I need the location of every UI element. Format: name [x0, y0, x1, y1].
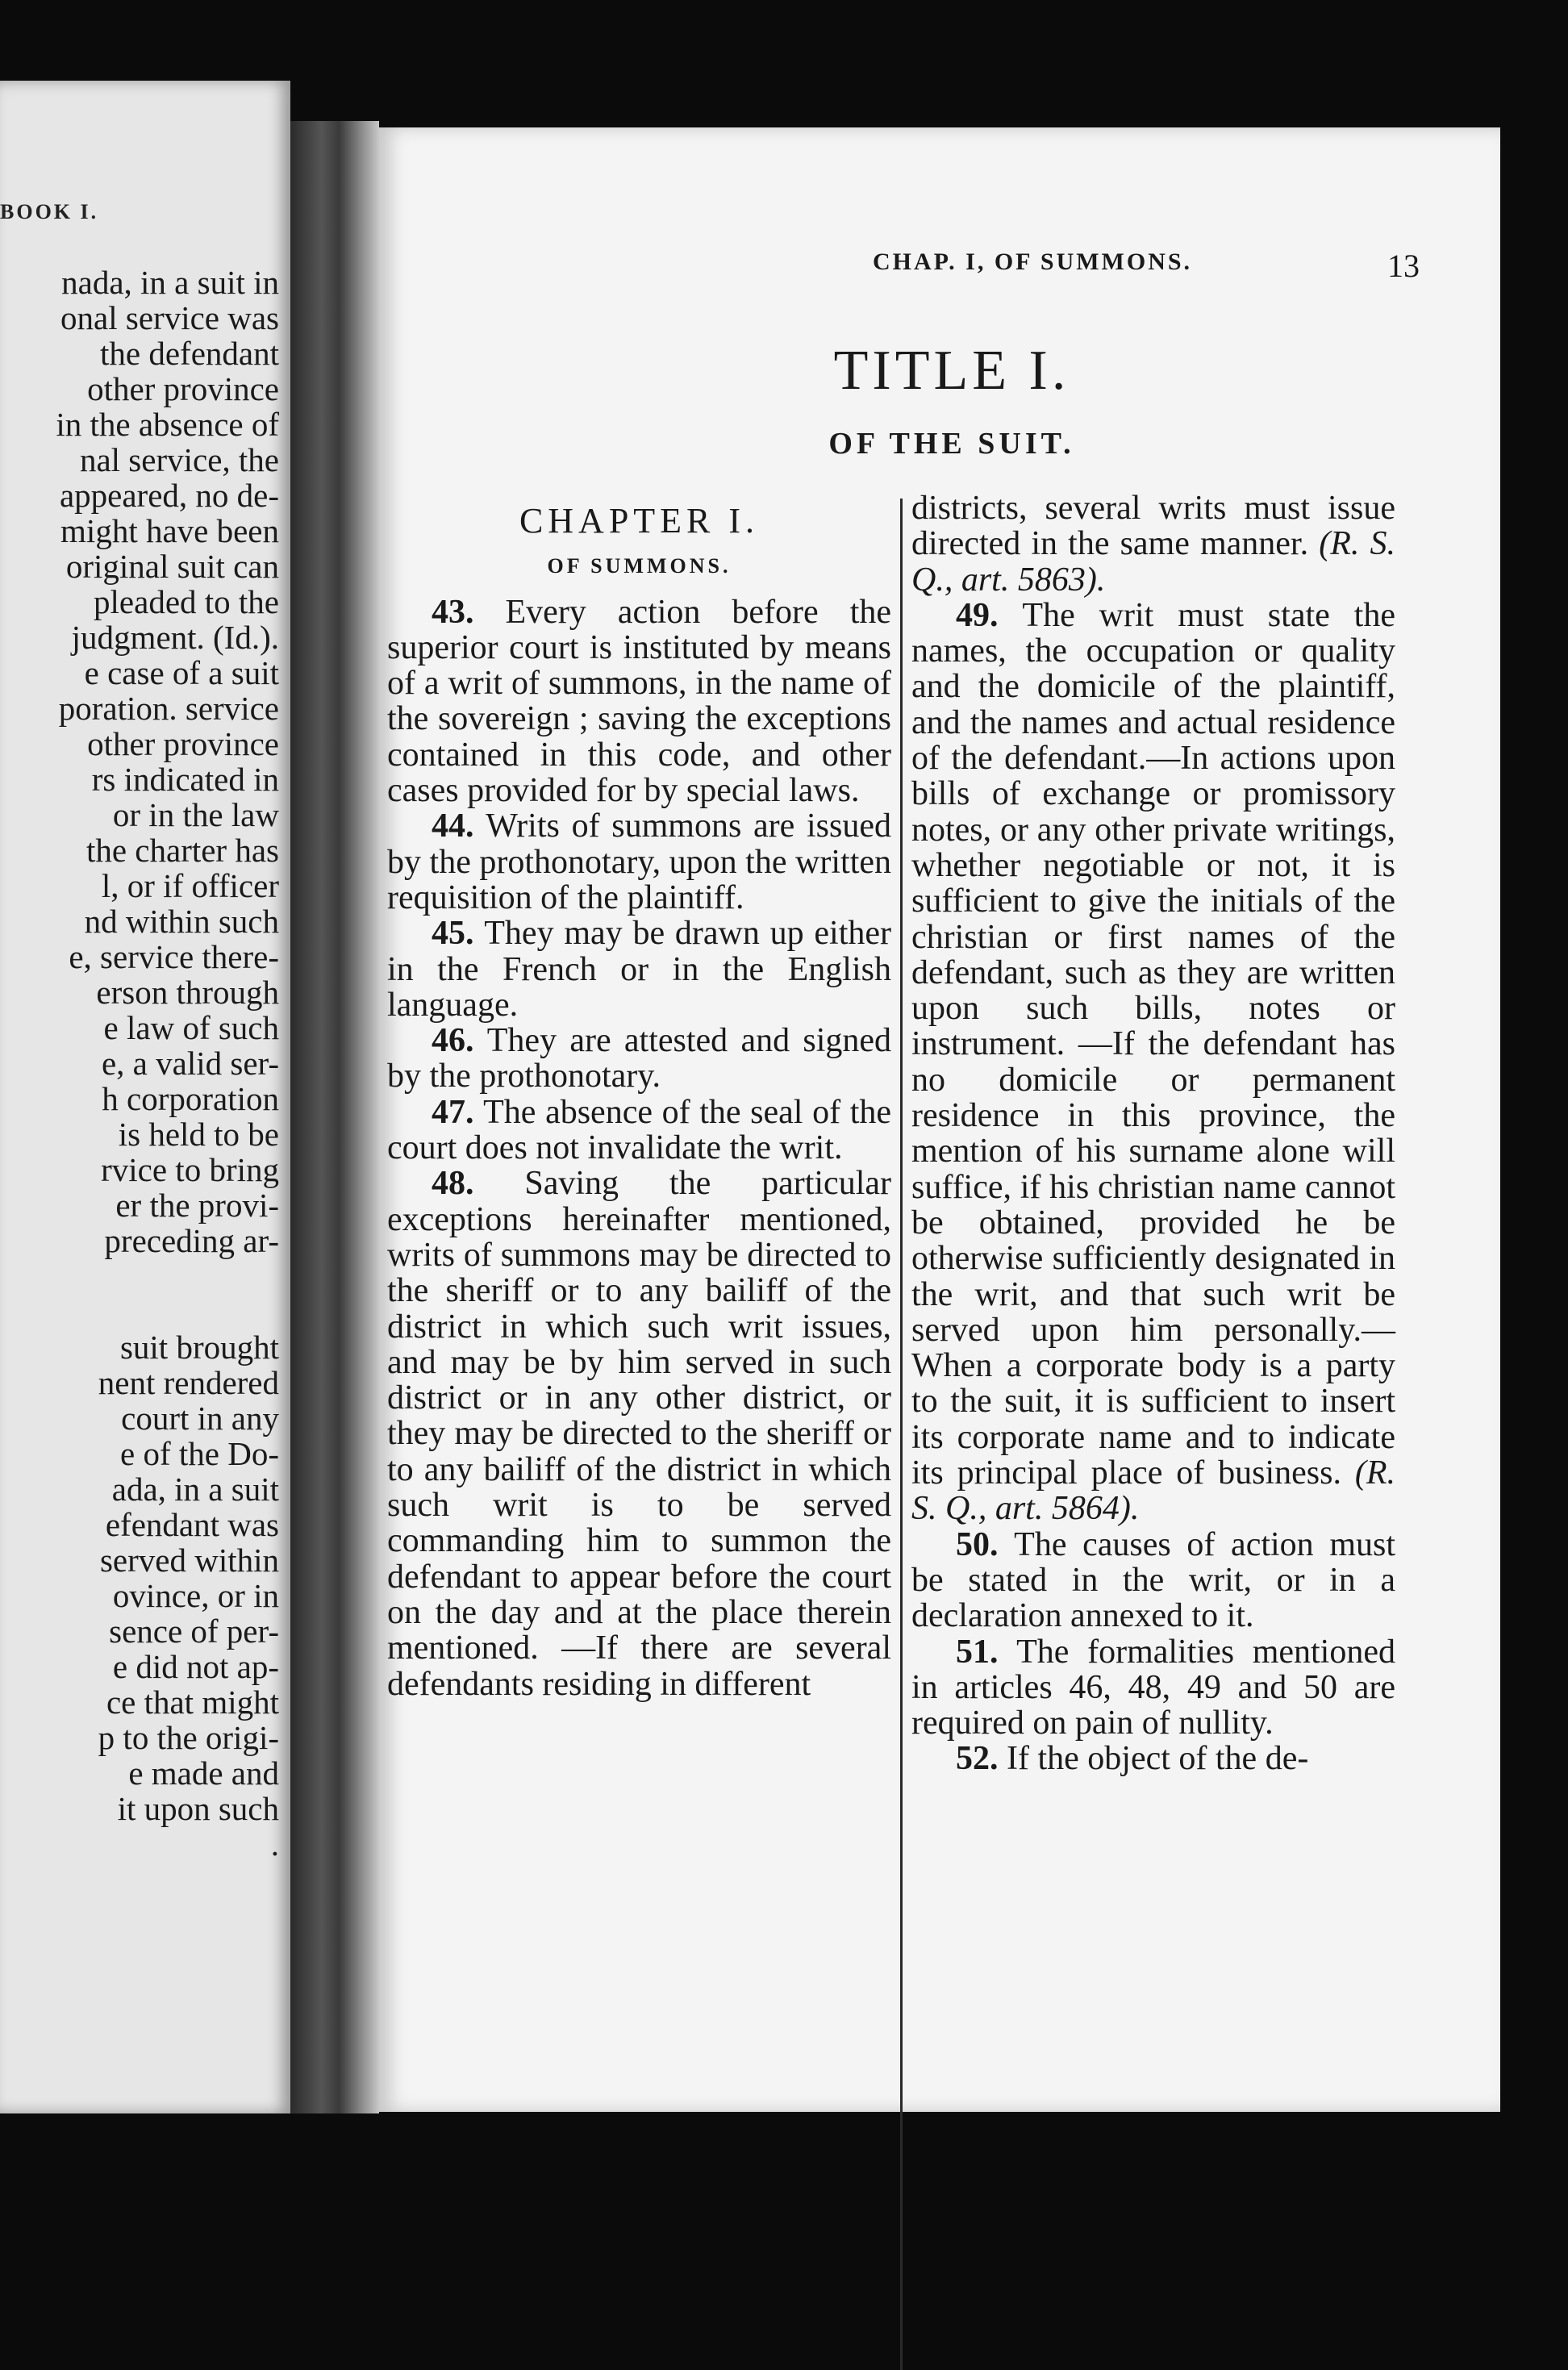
article-paragraph [387, 916, 891, 1023]
article-number: 51. [956, 1633, 1017, 1671]
chapter-subheading: OF SUMMONS. [547, 554, 732, 578]
page-number: 13 [1387, 248, 1420, 284]
article-text: Every action before the superior court is instituted by means of a writ of summons, in the name of the sovereign ; saving the exceptions contained in this code, and other cases provided for by special laws. [387, 593, 891, 810]
left-page-text [0, 265, 279, 1862]
left-page-line: e, a valid ser- [101, 1045, 279, 1082]
left-page-line: other province [87, 370, 279, 407]
article-number: 49. [956, 596, 1023, 634]
left-page-line: preceding ar- [104, 1222, 279, 1259]
left-page-line: it upon such [117, 1790, 279, 1827]
right-column [911, 490, 1395, 1777]
left-page-line: h corporation [102, 1080, 279, 1117]
left-page-line: is held to be [118, 1116, 279, 1153]
left-page [0, 81, 290, 2113]
article-paragraph [387, 1095, 891, 1166]
left-page-line: court in any [121, 1400, 279, 1437]
article-number: 48. [432, 1165, 525, 1203]
article-paragraph [911, 1634, 1395, 1742]
article-text: They may be drawn up either in the French or in the English language. [387, 915, 891, 1024]
left-page-line: nada, in a suit in [61, 264, 279, 301]
article-text: The causes of action must be stated in the writ, or in a declaration annexed to it. [911, 1525, 1396, 1635]
article-paragraph [387, 1166, 891, 1701]
article-number: 45. [432, 915, 485, 953]
left-page-line: l, or if officer [101, 867, 279, 904]
article-number: 52. [956, 1740, 1007, 1778]
article-text: Writs of summons are issued by the prothonotary, upon the written requisition of the plaintiff. [387, 807, 891, 916]
left-page-line: onal service was [60, 299, 279, 336]
left-page-line: rvice to bring [101, 1151, 279, 1188]
article-citation: (R. S. Q., art. 5864). [911, 1454, 1395, 1528]
article-text: Saving the particular exceptions hereinafter mentioned, writs of summons may be directed to the sheriff or to any bailiff of the district in which such writ issues, and may be by him served in such district or in any other district, or they may be directed to the sheriff or to any bailiff of the district in which such writ is to be served commanding him to summon the defendant to appear before the court on the day and at the place therein mentioned. —If there are several defendants residing in different [387, 1165, 891, 1703]
article-number: 47. [432, 1093, 484, 1131]
left-page-line: erson through [96, 974, 279, 1011]
left-page-line: e, service there- [69, 938, 279, 975]
left-column [387, 490, 891, 1702]
article-paragraph [387, 595, 891, 809]
left-page-line: appeared, no de- [59, 477, 279, 514]
left-page-line: ada, in a suit [111, 1471, 279, 1508]
left-page-line: efendant was [105, 1506, 279, 1543]
left-page-line: p to the origi- [98, 1719, 279, 1756]
article-paragraph [911, 1527, 1395, 1634]
right-page [379, 127, 1500, 2112]
left-page-line: the charter has [85, 832, 279, 869]
left-page-line: poration. service [58, 690, 279, 727]
title-heading: TITLE I. [833, 340, 1070, 402]
left-page-line: in the absence of [56, 406, 279, 443]
left-page-line: judgment. (Id.). [71, 619, 279, 656]
left-page-line: e of the Do- [120, 1435, 279, 1472]
left-page-line: ovince, or in [112, 1577, 279, 1614]
left-page-line: e law of such [103, 1009, 279, 1046]
left-page-line: suit brought [119, 1329, 279, 1366]
article-text: The formalities mentioned in articles 46, 48, 49 and 50 are required on pain of nullity. [911, 1633, 1395, 1742]
article-paragraph [387, 808, 891, 916]
article-number: 50. [956, 1525, 1015, 1563]
left-running-head: BOOK I. [0, 200, 99, 223]
title-subheading: OF THE SUIT. [828, 427, 1075, 461]
left-page-line: er the provi- [115, 1187, 279, 1224]
left-page-line: might have been [60, 512, 279, 549]
article-paragraph [911, 598, 1395, 1527]
article-paragraph [911, 1741, 1395, 1776]
left-page-line [0, 1258, 279, 1329]
left-page-line: or in the law [112, 796, 279, 833]
article-text: They are attested and signed by the prothonotary. [387, 1022, 892, 1095]
left-page-line: rs indicated in [91, 761, 279, 798]
continuation-paragraph [911, 490, 1395, 598]
left-page-line: nent rendered [98, 1364, 279, 1401]
continuation-citation: (R. S. Q., art. 5863). [911, 525, 1395, 599]
left-column-articles [387, 595, 891, 1702]
article-text: If the object of the de- [1007, 1740, 1309, 1778]
left-page-line: other province [87, 725, 279, 762]
book-gutter [290, 121, 379, 2113]
article-number: 46. [432, 1022, 487, 1060]
article-number: 43. [432, 593, 506, 631]
continuation-text: districts, several writs must issue directed in the same manner. [911, 490, 1395, 563]
chapter-heading: CHAPTER I. [519, 501, 760, 540]
right-column-articles [911, 598, 1395, 1777]
left-page-line: original suit can [65, 548, 279, 585]
article-text: The absence of the seal of the court does not invalidate the writ. [387, 1093, 892, 1167]
left-page-line: nd within such [84, 903, 279, 940]
column-divider [900, 499, 903, 2370]
left-page-line: e did not ap- [112, 1648, 279, 1685]
left-page-line: ce that might [106, 1684, 279, 1721]
running-head: CHAP. I, OF SUMMONS. [872, 248, 1193, 275]
left-page-line: . [270, 1825, 279, 1863]
left-page-line: pleaded to the [94, 583, 279, 620]
left-page-line: the defendant [100, 335, 279, 372]
article-number: 44. [432, 807, 486, 845]
left-page-line: e case of a suit [84, 654, 279, 691]
article-text: The writ must state the names, the occupation or quality and the domicile of the plaintiff, and the names and actual residence of the defendant.—In actions upon bills of exchange or promissory notes, or any other private writings, whether negotiable or not, it is sufficient to give the initials of the christian or first names of the defendant, such as they are written upon such bills, notes or instrument. —If the defendant has no domicile or permanent residence in this province, the mention of his surname alone will suffice, if his christian name cannot be obtained, provided he be otherwise sufficiently designated in the writ, and that such writ be served upon him personally.—When a corporate body is a party to the suit, it is sufficient to insert its corporate name and to indicate its principal place of business. [911, 596, 1395, 1492]
left-page-line: served within [99, 1542, 279, 1579]
left-page-line: e made and [128, 1755, 279, 1792]
left-page-line: sence of per- [109, 1613, 279, 1650]
left-page-line: nal service, the [79, 441, 279, 478]
article-paragraph [387, 1023, 891, 1095]
